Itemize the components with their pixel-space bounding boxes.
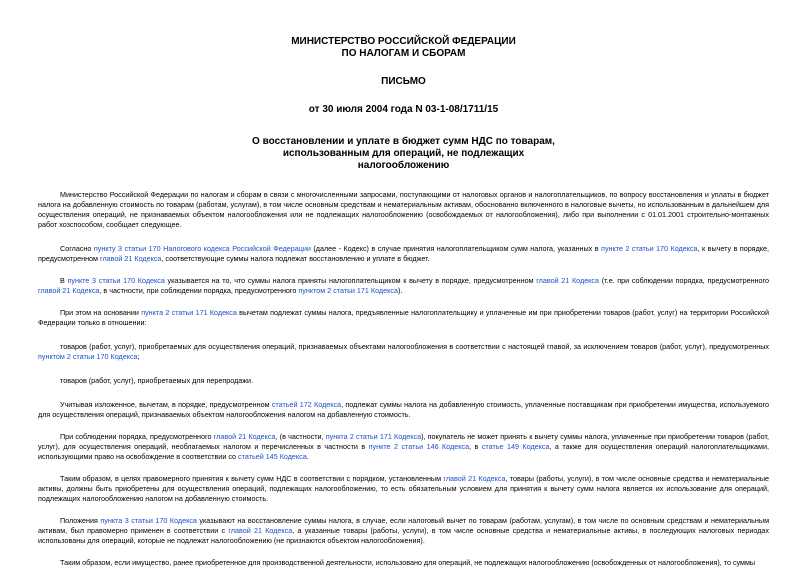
link-art171-p2[interactable]: пункта 2 статьи 171 Кодекса — [325, 432, 422, 441]
document-subject-line1: О восстановлении и уплате в бюджет сумм НДС по товарам, — [252, 136, 555, 147]
ministry-name-line2: ПО НАЛОГАМ И СБОРАМ — [341, 48, 466, 59]
link-art170-p2[interactable]: пункте 2 статьи 170 Кодекса — [601, 244, 698, 253]
paragraph-3 — [38, 276, 769, 296]
text-span: ). — [397, 286, 403, 295]
text-span: Положения — [60, 516, 101, 525]
text-span: товаров (работ, услуг), приобретаемых для осуществления операций, признаваемых объектами налогообложения в соответствии с настоящей главой, за исключением товаров (работ, услуг), предусмотренных — [60, 342, 769, 351]
document-date-number: от 30 июля 2004 года N 03-1-08/1711/15 — [308, 104, 499, 115]
paragraph-2 — [38, 244, 769, 264]
text-span: , в — [469, 442, 482, 451]
paragraph-5 — [38, 342, 769, 362]
paragraph-10 — [38, 516, 769, 546]
document-header — [38, 36, 769, 172]
paragraph-11: Таким образом, если имущество, ранее приобретенное для производственной деятельности, использовано для операций, не подлежащих налогообложению (освобожденных от налогообложения), то суммы — [60, 558, 756, 567]
link-art146-p2[interactable]: пункте 2 статьи 146 Кодекса — [368, 442, 470, 451]
text-span: , (в частности, — [275, 432, 326, 441]
document-type: ПИСЬМО — [381, 76, 426, 87]
link-art172[interactable]: статьей 172 Кодекса — [271, 400, 342, 409]
link-art170-p3[interactable]: пункте 3 статьи 170 Кодекса — [67, 276, 165, 285]
text-span: Таким образом, в целях правомерного принятия к вычету сумм НДС в соответствии с порядком, установленным — [60, 474, 444, 483]
paragraph-7 — [38, 400, 769, 420]
text-span: Согласно — [60, 244, 94, 253]
link-art149[interactable]: статье 149 Кодекса — [481, 442, 550, 451]
link-chapter21[interactable]: главой 21 Кодекса — [99, 254, 162, 263]
link-chapter21[interactable]: главой 21 Кодекса — [443, 474, 506, 483]
text-span: , в частности, при соблюдении порядка, предусмотренного — [99, 286, 299, 295]
text-span: , соответствующие суммы налога подлежат восстановлению и уплате в бюджет. — [161, 254, 430, 263]
ministry-name-line1: МИНИСТЕРСТВО РОССИЙСКОЙ ФЕДЕРАЦИИ — [291, 36, 516, 47]
paragraph-1: Министерство Российской Федерации по налогам и сборам в связи с многочисленными запросами, поступающими от налоговых органов и налогоплательщиков, по вопросу восстановления и уплаты в бюджет налога на добавленную стоимость по товарам (работам, услугам), в том числе основным средствам и нематериальным активам, обоснованно включенного в налоговые вычеты, но использованным в дальнейшем для осуществления операций, не признаваемых объектом налогообложения или не подлежащих налогообложению (освобождаемых от налогообложения), либо при выполнении с 01.01.2001 строительно-монтажных работ хозспособом, сообщает следующее. — [38, 190, 769, 229]
text-span: , к вычету в порядке, предусмотренном — [38, 244, 769, 263]
text-span: , подлежат суммы налога на добавленную стоимость, уплаченные поставщикам при приобретении имущества, используемого для осуществления операций, признаваемых объектом налогообложения налогом на добавленную стоимость. — [38, 400, 769, 419]
link-chapter21[interactable]: главой 21 Кодекса — [536, 276, 600, 285]
link-chapter21[interactable]: главой 21 Кодекса — [213, 432, 276, 441]
text-span: (далее - Кодекс) в случае принятия налогоплательщиком сумм налога, указанных в — [310, 244, 602, 253]
link-art171-p2[interactable]: пунктом 2 статьи 171 Кодекса — [298, 286, 398, 295]
text-span: В — [60, 276, 68, 285]
text-span: , а также для осуществления операций налогоплательщиками, использующими право на освобождение в соответствии со — [38, 442, 769, 461]
document-body — [38, 190, 769, 568]
text-span: , а указанные товары (работы, услуги), в том числе основные средства и нематериальные активы, в последующих налоговых периодах использованы для операций, которые не подлежат налогообложению (не признаются объектом налогообложения). — [38, 526, 769, 545]
link-tax-code-art170-p3[interactable]: пункту 3 статьи 170 Налогового кодекса Российской Федерации — [93, 244, 311, 253]
paragraph-4 — [38, 308, 769, 328]
link-art145[interactable]: статьей 145 Кодекса — [238, 452, 307, 461]
text-span: ), покупатель не может принять к вычету суммы налога, уплаченные при приобретении товаров (работ, услуг), для осуществления операций, необлагаемых налогом и перечисленных в частности в — [38, 432, 769, 451]
document-subject-line2: использованным для операций, не подлежащих — [282, 148, 525, 159]
paragraph-6: товаров (работ, услуг), приобретаемых для перепродажи. — [60, 376, 254, 385]
text-span: Учитывая изложенное, вычетам, в порядке, предусмотренном — [60, 400, 272, 409]
link-chapter21[interactable]: главой 21 Кодекса — [228, 526, 293, 535]
text-span: (т.е. при соблюдении порядка, предусмотренного — [599, 276, 769, 285]
text-span: указывается на то, что суммы налога приняты налогоплательщиком к вычету в порядке, предусмотренном — [164, 276, 537, 285]
text-span: , товары (работы, услуги), в том числе основные средства и нематериальные активы, должны быть приобретены для осуществления операций, подлежащих налогообложению, то есть обязательным условием для принятия к вычету сумм налога является их использование для операций, подлежащих налогообложению налогом на добавленную стоимость. — [38, 474, 769, 503]
link-art170-p2[interactable]: пунктом 2 статьи 170 Кодекса — [38, 352, 138, 361]
text-span: указывают на восстановление суммы налога, в случае, если налоговый вычет по товарам (работам, услугам), в том числе по основным средствам и нематериальным активам, был правомерно применен в соответствии с — [38, 516, 770, 535]
text-span: вычетам подлежат суммы налога, предъявленные налогоплательщику и уплаченные им при приобретении товаров (работ, услуг) на территории Российской Федерации только в отношении: — [38, 308, 769, 327]
text-span: . — [306, 452, 309, 461]
document-subject-line3: налогообложению — [357, 160, 450, 171]
paragraph-8 — [38, 432, 769, 462]
link-chapter21[interactable]: главой 21 Кодекса — [38, 286, 100, 295]
link-art171-p2[interactable]: пункта 2 статьи 171 Кодекса — [141, 308, 237, 317]
text-span: При соблюдении порядка, предусмотренного — [60, 432, 214, 441]
paragraph-9 — [38, 474, 769, 504]
link-art170-p3[interactable]: пункта 3 статьи 170 Кодекса — [100, 516, 197, 525]
text-span: При этом на основании — [60, 308, 142, 317]
text-span: ; — [137, 352, 140, 361]
